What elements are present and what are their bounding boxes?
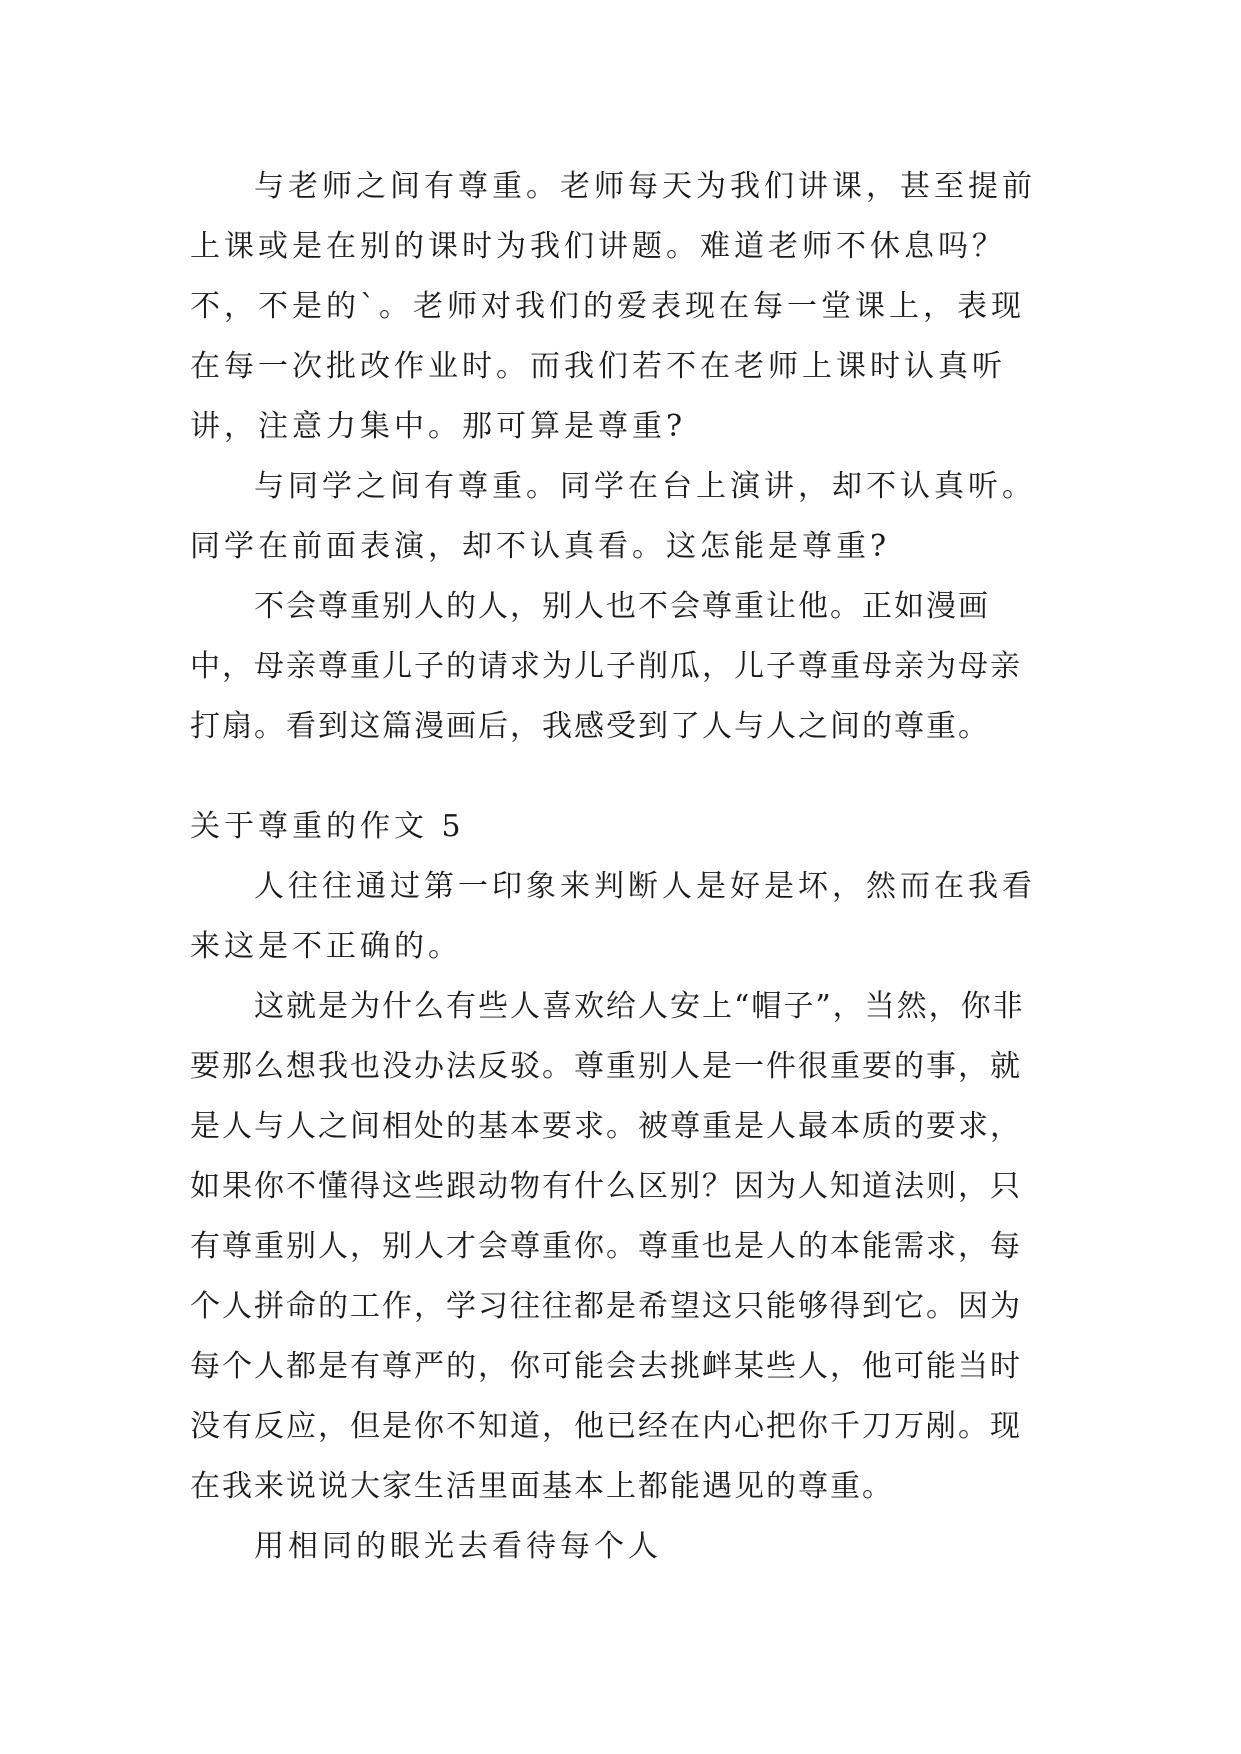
essay-section-5 <box>190 797 1050 1577</box>
paragraph-teacher-respect: 与老师之间有尊重。老师每天为我们讲课，甚至提前上课或是在别的课时为我们讲题。难道老师不休息吗？不，不是的`。老师对我们的爱表现在每一堂课上，表现在每一次批改作业时。而我们若不在老师上课时认真听讲，注意力集中。那可算是尊重? <box>190 169 1036 444</box>
paragraph-first-impression: 人往往通过第一印象来判断人是好是坏，然而在我看来这是不正确的。 <box>190 869 1036 964</box>
paragraph-classmate-respect: 与同学之间有尊重。同学在台上演讲，却不认真听。同学在前面表演，却不认真看。这怎能是尊重? <box>190 469 1036 564</box>
paragraph-respect-others: 这就是为什么有些人喜欢给人安上“帽子”，当然，你非要那么想我也没办法反驳。尊重别人是一件很重要的事，就是人与人之间相处的基本要求。被尊重是人最本质的要求，如果你不懂得这些跟动物有什么区别？因为人知道法则，只有尊重别人，别人才会尊重你。尊重也是人的本能需求，每个人拼命的工作，学习往往都是希望这只能够得到它。因为每个人都是有尊严的，你可能会去挑衅某些人，他可能当时没有反应，但是你不知道，他已经在内心把你千刀万剐。现在我来说说大家生活里面基本上都能遇见的尊重。 <box>190 989 1025 1504</box>
essay-section-continued <box>190 157 1050 757</box>
essay-heading: 关于尊重的作文 5 <box>190 809 465 844</box>
paragraph-equal-view: 用相同的眼光去看待每个人 <box>254 1529 662 1564</box>
paragraph-comic-conclusion: 不会尊重别人的人，别人也不会尊重让他。正如漫画中，母亲尊重儿子的请求为儿子削瓜，儿子尊重母亲为母亲打扇。看到这篇漫画后，我感受到了人与人之间的尊重。 <box>190 589 1022 744</box>
